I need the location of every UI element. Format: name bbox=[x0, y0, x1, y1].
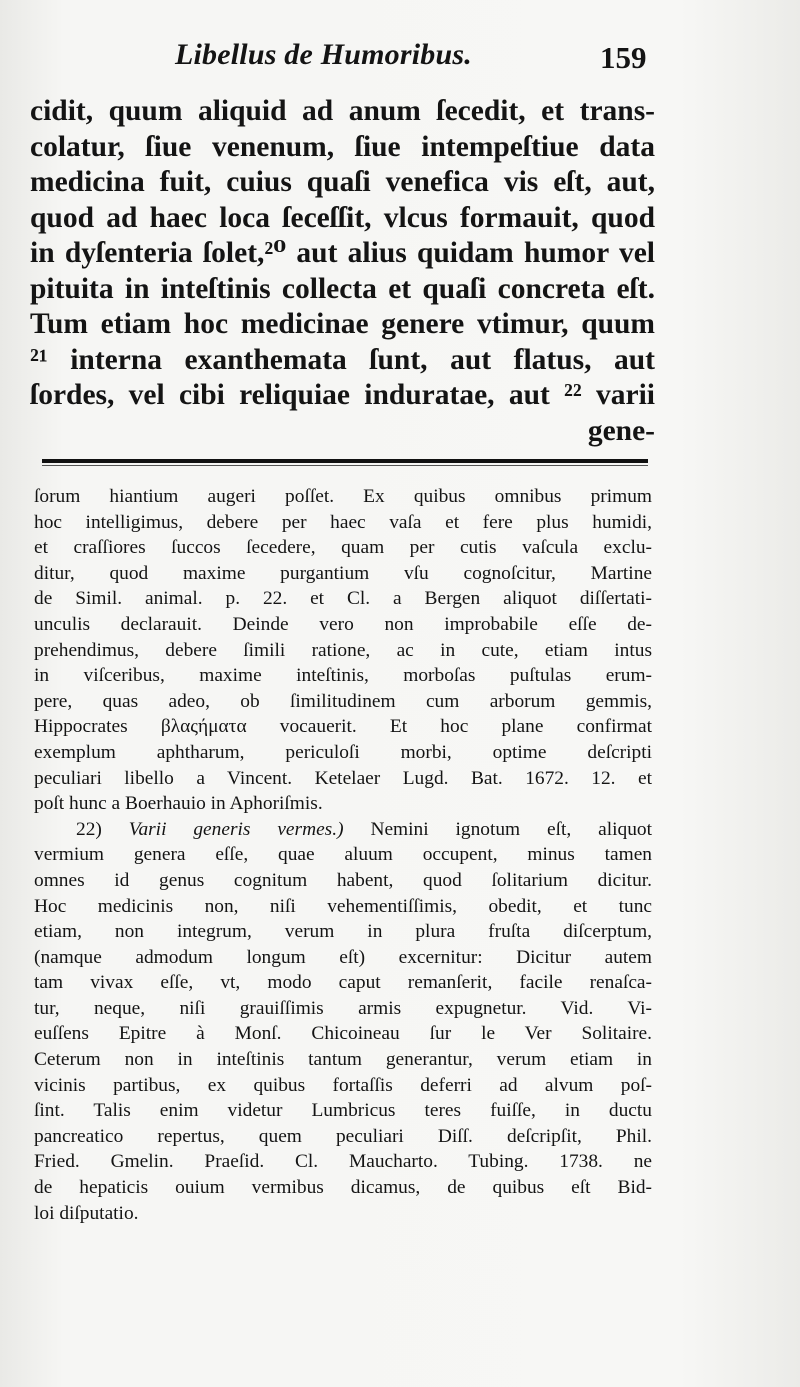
main-text-line: cidit, quum aliquid ad anum ſecedit, et trans- bbox=[30, 95, 655, 127]
footnote-line: ſint. Talis enim videtur Lumbricus teres fuiſſe, in ductu bbox=[34, 1100, 652, 1122]
footnote-line: et craſſiores ſuccos ſecedere, quam per cutis vaſcula exclu- bbox=[34, 537, 652, 559]
footnote-line: etiam, non integrum, verum in plura fruſta diſcerptum, bbox=[34, 921, 652, 943]
footnote-line: peculiari libello a Vincent. Ketelaer Lugd. Bat. 1672. 12. et bbox=[34, 767, 652, 789]
footnote-line: tam vivax eſſe, vt, modo caput remanſerit, facile renaſca- bbox=[34, 972, 652, 994]
main-text-line: ²¹ interna exanthemata ſunt, aut flatus, aut bbox=[30, 343, 655, 376]
main-text-line: quod ad haec loca ſeceſſit, vlcus formauit, quod bbox=[30, 201, 655, 234]
footnote-line: unculis declarauit. Deinde vero non improbabile eſſe de- bbox=[34, 613, 652, 635]
footnote-22-title: Varii generis vermes.) bbox=[128, 818, 344, 840]
footnote-line: in viſceribus, maxime inteſtinis, morboſas puſtulas erum- bbox=[34, 665, 652, 687]
main-text-line: in dyſenteria ſolet,²⁰ aut alius quidam humor vel bbox=[30, 237, 655, 269]
footnote-line: poſt hunc a Boerhauio in Aphoriſmis. bbox=[34, 793, 323, 815]
footnote-line: prehendimus, debere ſimili ratione, ac in cute, etiam intus bbox=[34, 639, 652, 661]
footnote-line: omnes id genus cognitum habent, quod ſolitarium dicitur. bbox=[34, 869, 652, 891]
footnote-line: euſſens Epitre à Monſ. Chicoineau ſur le Ver Solitaire. bbox=[34, 1023, 652, 1045]
footnote-line: Hippocrates βλαςήματα vocauerit. Et hoc plane confirmat bbox=[34, 716, 652, 738]
footnote-22-label: 22) bbox=[76, 818, 102, 840]
footnote-line: vermium genera eſſe, quae aluum occupent, minus tamen bbox=[34, 844, 652, 866]
footnote-line: ditur, quod maxime purgantium vſu cognoſcitur, Martine bbox=[34, 562, 652, 584]
footnote-line: pancreatico repertus, quem peculiari Diſſ. deſcripſit, Phil. bbox=[34, 1125, 652, 1147]
footnotes-block bbox=[34, 484, 652, 1226]
main-text-line: pituita in inteſtinis collecta et quaſi concreta eſt. bbox=[30, 272, 655, 305]
page-number: 159 bbox=[600, 40, 647, 75]
footnote-line: vicinis partibus, ex quibus fortaſſis deferri ad alvum poſ- bbox=[34, 1074, 652, 1096]
footnote-line: Fried. Gmelin. Praeſid. Cl. Maucharto. Tubing. 1738. ne bbox=[34, 1151, 652, 1173]
catchword: gene- bbox=[587, 414, 655, 447]
running-title: Libellus de Humoribus. bbox=[175, 38, 472, 71]
footnote-separator-rule bbox=[42, 459, 648, 463]
footnote-line: Ceterum non in inteſtinis tantum generantur, verum etiam in bbox=[34, 1049, 652, 1071]
footnote-line: tur, neque, niſi grauiſſimis armis expugnetur. Vid. Vi- bbox=[34, 997, 652, 1019]
footnote-22-text: Nemini ignotum eſt, aliquot bbox=[370, 818, 652, 840]
footnote-line: hoc intelligimus, debere per haec vaſa et fere plus humidi, bbox=[34, 511, 652, 533]
footnote-separator-hairline bbox=[42, 465, 648, 466]
footnote-line: pere, quas adeo, ob ſimilitudinem cum arborum gemmis, bbox=[34, 690, 652, 712]
main-text-line: colatur, ſiue venenum, ſiue intempeſtiue data bbox=[30, 130, 655, 163]
footnote-line: exemplum aphtharum, periculoſi morbi, optime deſcripti bbox=[34, 741, 652, 763]
footnote-line: loi diſputatio. bbox=[34, 1202, 139, 1224]
footnote-line: Hoc medicinis non, niſi vehementiſſimis, obedit, et tunc bbox=[34, 895, 652, 917]
main-text-line: ſordes, vel cibi reliquiae induratae, aut ²² varii bbox=[30, 379, 655, 411]
footnote-22-first-line bbox=[34, 817, 652, 843]
footnote-line: ſorum hiantium augeri poſſet. Ex quibus omnibus primum bbox=[34, 486, 652, 507]
page-header bbox=[0, 38, 800, 88]
main-text-block bbox=[30, 94, 655, 449]
footnote-line: de Simil. animal. p. 22. et Cl. a Bergen aliquot diſſertati- bbox=[34, 588, 652, 610]
main-text-line: Tum etiam hoc medicinae genere vtimur, quum bbox=[30, 308, 655, 340]
main-text-line: medicina fuit, cuius quaſi venefica vis eſt, aut, bbox=[30, 166, 655, 198]
footnote-line: (namque admodum longum eſt) excernitur: Dicitur autem bbox=[34, 946, 652, 968]
footnote-line: de hepaticis ouium vermibus dicamus, de quibus eſt Bid- bbox=[34, 1177, 652, 1199]
